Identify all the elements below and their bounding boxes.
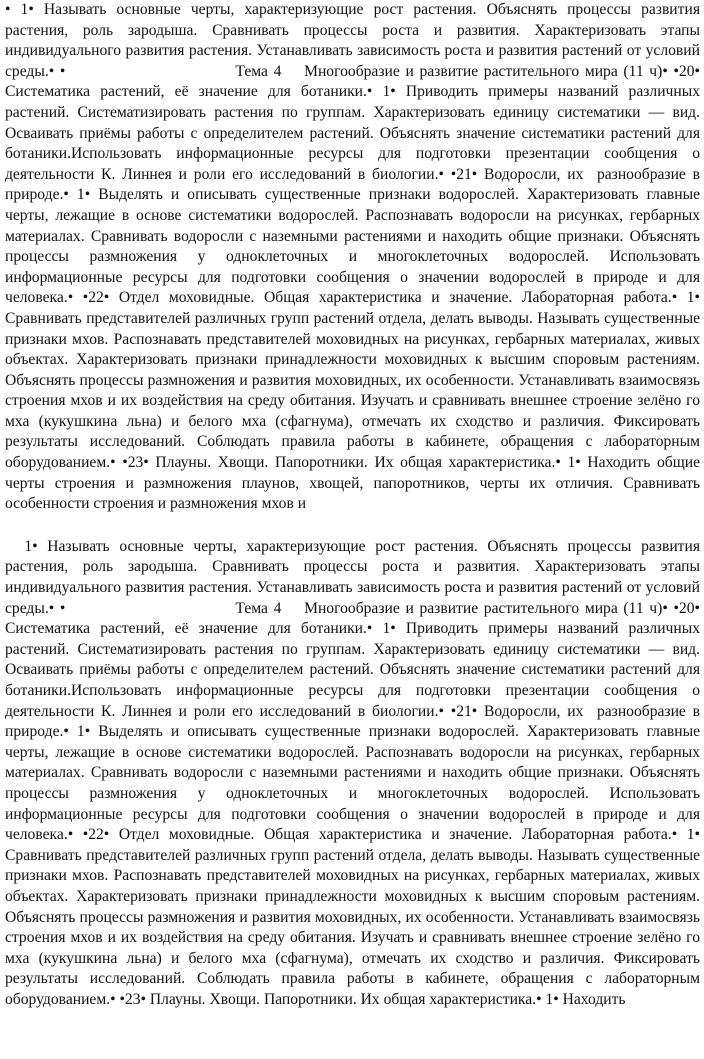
text-block-1 xyxy=(5,0,704,515)
text-block-2 xyxy=(5,537,704,1011)
paragraph-1: • 1• Называть основные черты, характеризующие рост растения. Объяснять процессы развития растения, роль зародыша. Сравнивать процессы роста и развития. Характеризовать этапы индивидуального развития растения. Устанавливать зависимость роста и развития растений от условий среды.• • Тема 4 Многообразие и развитие растительного мира (11 ч)• •20• Систематика растений, её значение для ботаники.• 1• Приводить примеры названий различных растений. Систематизировать растения по группам. Характеризовать единицу систематики — вид. Осваивать приёмы работы с определителем растений. Объяснять значение систематики растений для ботаники.Использовать информационные ресурсы для подготовки презентации сообщения о деятельности К. Линнея и роли его исследований в биологии.• •21• Водоросли, их разнообразие в природе.• 1• Выделять и описывать существенные признаки водорослей. Характеризовать главные черты, лежащие в основе систематики водорослей. Распознавать водоросли на рисунках, гербарных материалах. Сравнивать водоросли с наземными растениями и находить общие признаки. Объяснять процессы размножения у одноклеточных и многоклеточных водорослей. Использовать информационные ресурсы для подготовки сообщения о значении водорослей в природе и для человека.• •22• Отдел моховидные. Общая характеристика и значение. Лабораторная работа.• 1• Сравнивать представителей различных групп растений отдела, делать выводы. Называть существенные признаки мхов. Распознавать представителей моховидных на рисунках, гербарных материалах, живых объектах. Характеризовать признаки принадлежности моховидных к высшим споровым растениям. Объяснять процессы размножения и развития моховидных, их особенности. Устанавливать взаимосвязь строения мхов и их воздействия на среду обитания. Изучать и сравнивать внешнее строение зелёно го мха (кукушкина льна) и белого мха (сфагнума), отмечать их сходство и различия. Фиксировать результаты исследований. Соблюдать правила работы в кабинете, обращения с лабораторным оборудованием.• •23• Плауны. Хвощи. Папоротники. Их общая характеристика.• 1• Находить общие черты строения и размножения плаунов, хвощей, папоротников, черты их отличия. Сравнивать особенности строения и размножения мхов и xyxy=(5,1,704,513)
paragraph-2: 1• Называть основные черты, характеризующие рост растения. Объяснять процессы развития растения, роль зародыша. Сравнивать процессы роста и развития. Характеризовать этапы индивидуального развития растения. Устанавливать зависимость роста и развития растений от условий среды.• • Тема 4 Многообразие и развитие растительного мира (11 ч)• •20• Систематика растений, её значение для ботаники.• 1• Приводить примеры названий различных растений. Систематизировать растения по группам. Характеризовать единицу систематики — вид. Осваивать приёмы работы с определителем растений. Объяснять значение систематики растений для ботаники.Использовать информационные ресурсы для подготовки презентации сообщения о деятельности К. Линнея и роли его исследований в биологии.• •21• Водоросли, их разнообразие в природе.• 1• Выделять и описывать существенные признаки водорослей. Характеризовать главные черты, лежащие в основе систематики водорослей. Распознавать водоросли на рисунках, гербарных материалах. Сравнивать водоросли с наземными растениями и находить общие признаки. Объяснять процессы размножения у одноклеточных и многоклеточных водорослей. Использовать информационные ресурсы для подготовки сообщения о значении водорослей в природе и для человека.• •22• Отдел моховидные. Общая характеристика и значение. Лабораторная работа.• 1• Сравнивать представителей различных групп растений отдела, делать выводы. Называть существенные признаки мхов. Распознавать представителей моховидных на рисунках, гербарных материалах, живых объектах. Характеризовать признаки принадлежности моховидных к высшим споровым растениям. Объяснять процессы размножения и развития моховидных, их особенности. Устанавливать взаимосвязь строения мхов и их воздействия на среду обитания. Изучать и сравнивать внешнее строение зелёно го мха (кукушкина льна) и белого мха (сфагнума), отмечать их сходство и различия. Фиксировать результаты исследований. Соблюдать правила работы в кабинете, обращения с лабораторным оборудованием.• •23• Плауны. Хвощи. Папоротники. Их общая характеристика.• 1• Находить xyxy=(5,537,704,1008)
